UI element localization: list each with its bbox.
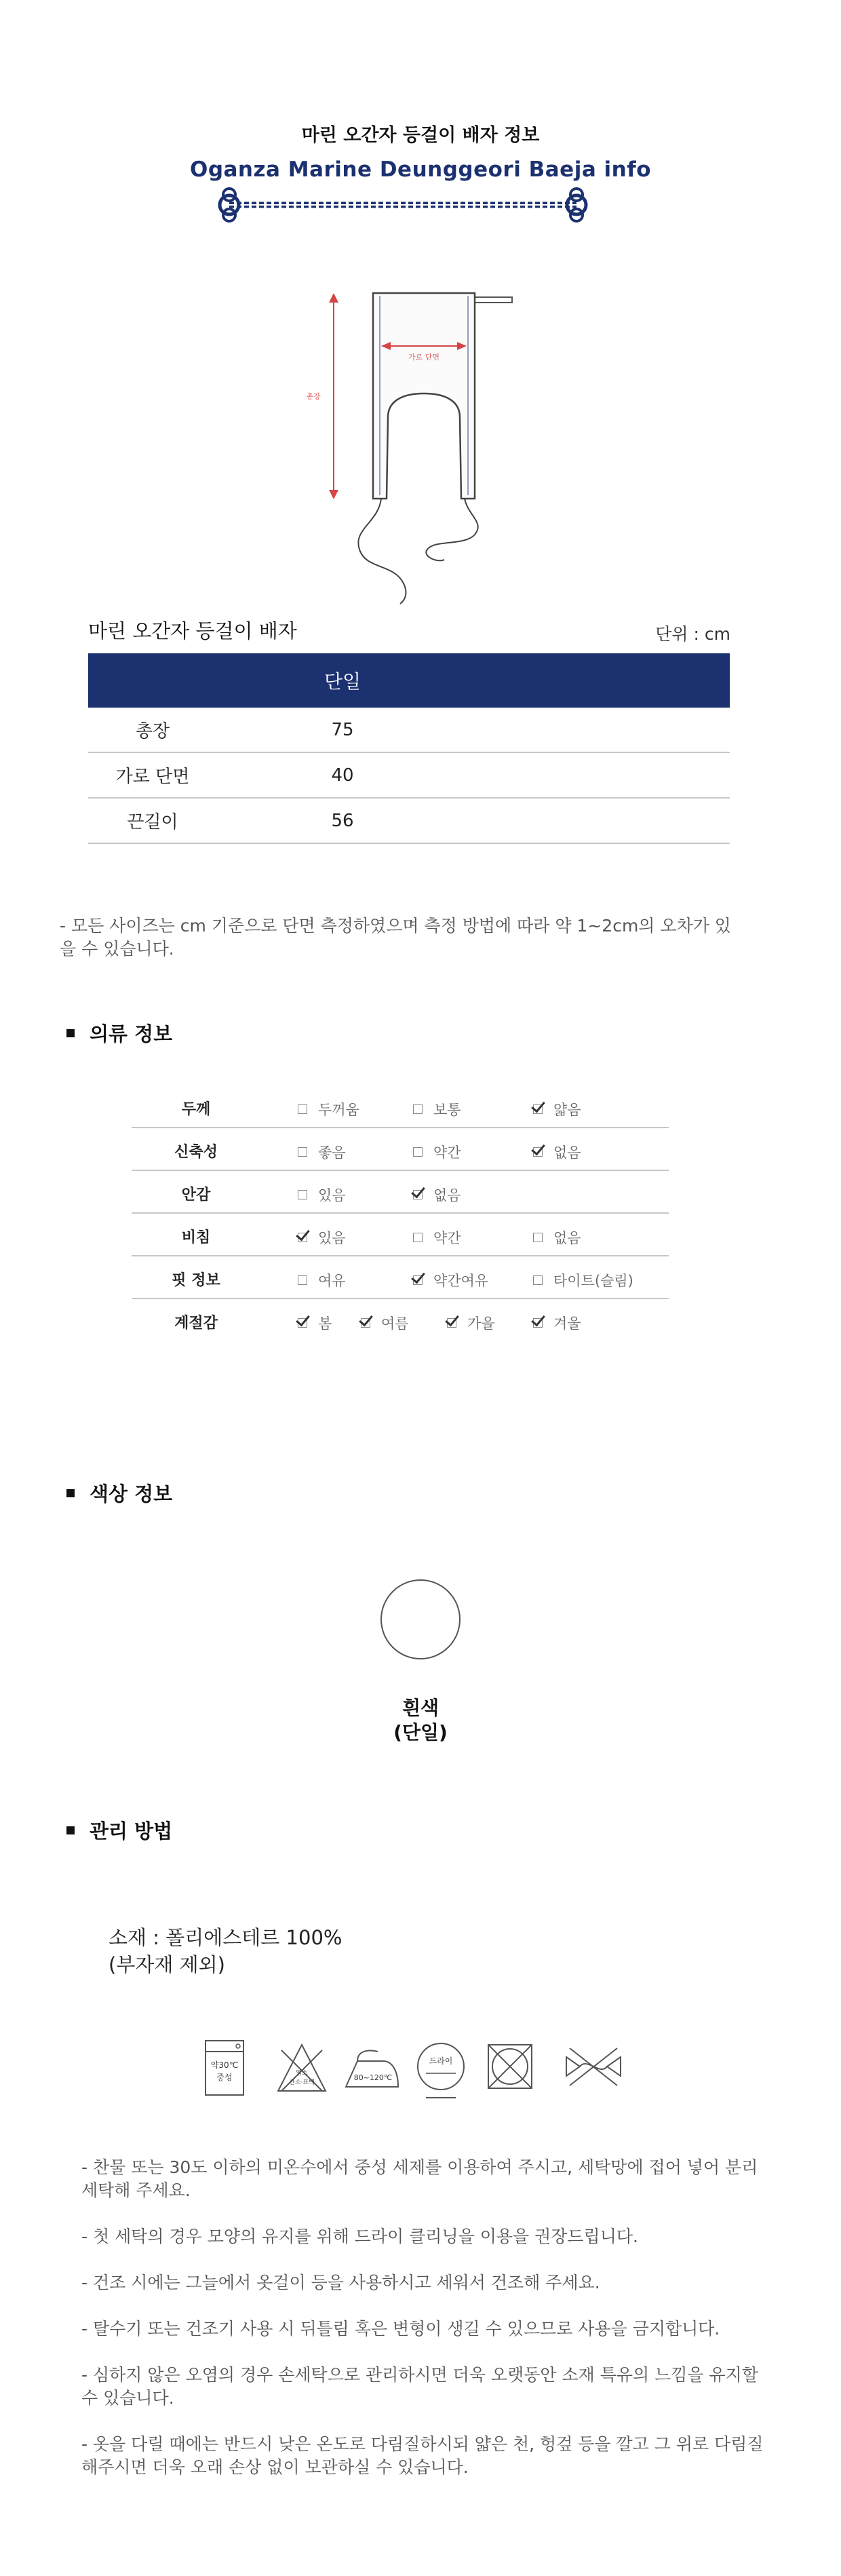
fabric-section-title [66,1019,172,1047]
measure-note: - 모든 사이즈는 cm 기준으로 단면 측정하였으며 측정 방법에 따라 약 1~2cm의 오차가 있을 수 있습니다. [60,916,731,959]
option-thin: 얇음 [533,1099,581,1119]
size-unit: 단위 : cm [655,624,730,644]
fabric-row-sheer [132,1214,669,1256]
option-slight: 약간 [413,1142,461,1162]
list-item: - 옷을 다릴 때에는 반드시 낮은 온도로 다림질하시되 얇은 천, 헝겊 등을 깔고 그 위로 다림질 해주시면 더욱 오래 손상 없이 보관하실 수 있습니다. [81,2434,764,2477]
fabric-row-thickness [132,1085,669,1128]
fabric-row-label: 계절감 [174,1315,218,1332]
no-bleach-icon [278,2045,326,2091]
svg-text:염소: 염소 [296,2070,308,2077]
svg-text:중성: 중성 [216,2073,233,2082]
material-line: 소재 : 폴리에스테르 100% [109,1926,343,1949]
size-row-value: 40 [331,765,354,786]
option-winter: 겨울 [533,1313,581,1333]
no-wring-icon [566,2048,621,2085]
option-good: 좋음 [298,1142,346,1162]
svg-text:드라이: 드라이 [429,2056,453,2066]
fabric-row-stretch [132,1128,669,1171]
checkbox-icon [298,1104,307,1114]
size-column-header: 단일 [324,670,361,693]
size-row-value: 75 [331,719,354,740]
size-row-value: 56 [331,810,354,831]
list-item: - 첫 세탁의 경우 모양의 유지를 위해 드라이 클리닝을 이용을 권장드립니다. [81,2227,638,2246]
checkbox-icon [413,1233,423,1242]
bullet-square-icon [66,1029,75,1037]
color-name [0,1696,841,1745]
width-label: 가로 단면 [408,353,440,362]
fabric-row-label: 안감 [181,1187,211,1204]
color-section-title [66,1479,172,1507]
checkbox-icon [533,1275,543,1285]
color-swatch [380,1579,461,1659]
material-info [109,1924,342,1978]
iron-icon [346,2051,398,2087]
svg-text:약30℃: 약30℃ [210,2060,239,2070]
care-section-title [66,1816,172,1844]
option-summer: 여름 [361,1313,409,1333]
rope-divider-icon [214,185,591,225]
length-label: 총장 [306,392,321,401]
size-table [88,653,730,844]
fabric-row-label: 신축성 [174,1144,218,1161]
checkbox-checked-icon [413,1190,423,1199]
size-row-label: 끈길이 [127,812,178,832]
checkbox-checked-icon [361,1318,370,1328]
fabric-row-fit [132,1256,669,1299]
checkbox-checked-icon [533,1318,543,1328]
dry-clean-icon [418,2043,464,2098]
svg-text:산소·표백: 산소·표백 [289,2079,315,2086]
size-row-label: 총장 [135,721,170,742]
wash-30-icon [206,2041,243,2095]
checkbox-checked-icon [298,1233,307,1242]
fabric-row-label: 두께 [181,1101,211,1118]
info-title-ko: 마린 오간자 등걸이 배자 정보 [301,125,540,146]
option-normal: 보통 [413,1099,461,1119]
checkbox-checked-icon [447,1318,456,1328]
color-size: (단일) [393,1721,448,1744]
table-row [88,799,730,844]
care-section-label: 관리 방법 [90,1820,173,1843]
option-none: 없음 [533,1227,581,1248]
list-item: - 탈수기 또는 건조기 사용 시 뒤틀림 혹은 변형이 생길 수 있으므로 사용을 금지합니다. [81,2319,720,2339]
list-item: - 심하지 않은 오염의 경우 손세탁으로 관리하시면 더욱 오랫동안 소재 특유의 느낌을 유지할 수 있습니다. [81,2365,758,2408]
option-yes: 있음 [298,1227,346,1248]
checkbox-icon [533,1233,543,1242]
option-autumn: 가을 [447,1313,495,1333]
size-row-label: 가로 단면 [115,767,190,787]
info-title-en: Oganza Marine Deunggeori Baeja info [189,157,652,182]
color-section-label: 색상 정보 [90,1482,173,1505]
checkbox-checked-icon [413,1275,423,1285]
option-spring: 봄 [298,1313,332,1333]
option-slightly-loose: 약간여유 [413,1270,488,1290]
care-icons [200,2031,641,2113]
fabric-row-label: 핏 정보 [172,1272,220,1289]
no-tumble-dry-icon [488,2045,532,2088]
table-row [88,708,730,753]
svg-text:80~120℃: 80~120℃ [353,2073,393,2082]
fabric-info-table [132,1085,669,1341]
checkbox-checked-icon [533,1147,543,1157]
option-thick: 두꺼움 [298,1099,359,1119]
option-loose: 여유 [298,1270,346,1290]
checkbox-icon [298,1275,307,1285]
list-item: - 건조 시에는 그늘에서 옷걸이 등을 사용하시고 세워서 건조해 주세요. [81,2273,600,2292]
option-no: 없음 [413,1185,461,1205]
color-label: 흰색 [402,1697,439,1719]
bullet-square-icon [66,1826,75,1834]
checkbox-icon [413,1104,423,1114]
checkbox-icon [298,1190,307,1199]
checkbox-icon [298,1147,307,1157]
option-yes: 있음 [298,1185,346,1205]
checkbox-checked-icon [533,1104,543,1114]
checkbox-icon [413,1147,423,1157]
option-slight: 약간 [413,1227,461,1248]
size-table-header [88,653,730,708]
garment-diagram [298,285,543,611]
fabric-row-lining [132,1171,669,1214]
bullet-square-icon [66,1489,75,1497]
option-none: 없음 [533,1142,581,1162]
list-item: - 찬물 또는 30도 이하의 미온수에서 중성 세제를 이용하여 주시고, 세탁망에 접어 넣어 분리 세탁해 주세요. [81,2157,758,2200]
material-excluded: (부자재 제외) [109,1953,225,1976]
fabric-row-season [132,1299,669,1341]
checkbox-checked-icon [298,1318,307,1328]
size-table-title: 마린 오간자 등걸이 배자 [88,619,297,642]
fabric-row-label: 비침 [181,1229,211,1246]
option-tight: 타이트(슬림) [533,1270,633,1290]
fabric-section-label: 의류 정보 [90,1022,173,1045]
table-row [88,753,730,799]
